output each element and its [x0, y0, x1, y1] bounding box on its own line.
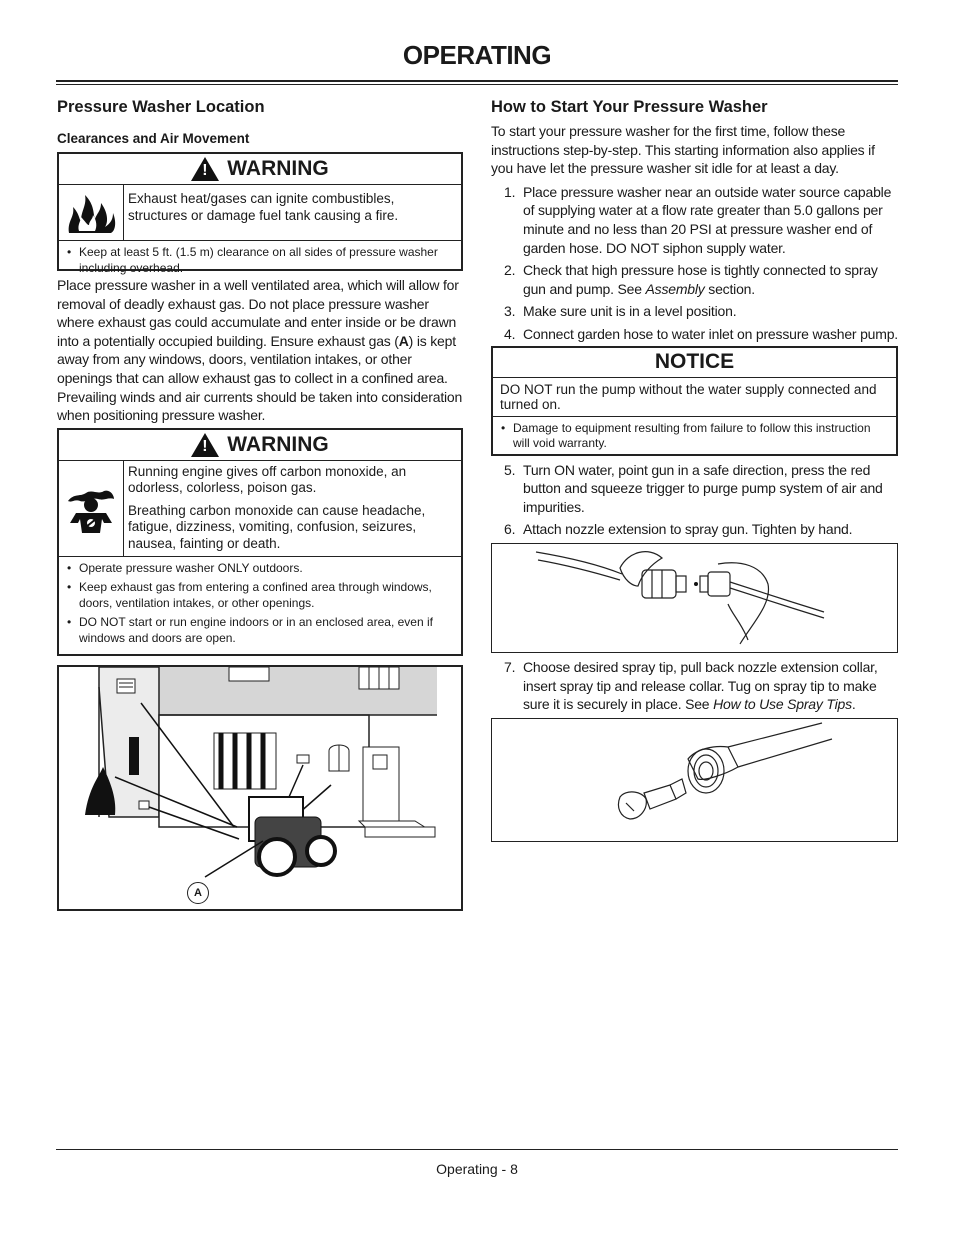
intro-paragraph: To start your pressure washer for the first time, follow these instructions step-by-step. This starting information also applies if you have let the pressure washer sit idle for at least a day.	[491, 123, 875, 177]
title-rule-top	[56, 80, 898, 82]
step-text: Place pressure washer near an outside water source capable of supplying water at a flow rate greater than 5.0 gallons per minute and no less than 20 PSI at pressure washer end of garden hose. DO NOT siphon supply water.	[523, 183, 892, 256]
warning-header	[59, 154, 461, 185]
step-text: Attach nozzle extension to spray gun. Tighten by hand.	[523, 521, 853, 538]
hazard-text: Running engine gives off carbon monoxide, an odorless, colorless, poison gas.	[128, 463, 407, 496]
step-text: Connect garden hose to water inlet on pressure washer pump.	[523, 325, 898, 342]
cross-reference: How to Use Spray Tips	[713, 696, 852, 713]
step-number: 2.	[504, 262, 516, 279]
warning-triangle-icon	[191, 157, 219, 181]
step-text: section.	[704, 280, 755, 297]
nozzle-extension-figure	[491, 543, 898, 653]
step-number: 7.	[504, 658, 516, 675]
start-steps-3	[491, 658, 898, 714]
notice-text: DO NOT run the pump without the water supply connected and turned on.	[493, 378, 896, 417]
start-steps-1	[491, 183, 898, 344]
warning-box-carbon-monoxide	[57, 428, 463, 656]
list-item: • Operate pressure washer ONLY outdoors.	[65, 561, 455, 577]
step-number: 1.	[504, 183, 516, 200]
warning-bullets	[59, 557, 461, 657]
step-number: 6.	[504, 521, 516, 538]
list-item	[491, 461, 898, 517]
list-item	[491, 261, 898, 298]
ventilation-paragraph	[57, 276, 463, 425]
list-item: • Keep at least 5 ft. (1.5 m) clearance on all sides of pressure washer including overhead.	[65, 245, 455, 276]
section-heading: Pressure Washer Location	[57, 98, 265, 116]
cross-reference: Assembly	[645, 280, 705, 297]
step-number: 5.	[504, 461, 516, 478]
list-item: • Keep exhaust gas from entering a confined area through windows, doors, ventilation intakes, or other openings.	[65, 580, 455, 611]
list-item	[491, 658, 898, 714]
list-item: • Damage to equipment resulting from failure to follow this instruction will void warranty.	[499, 421, 890, 452]
paragraph-text: Place pressure washer in a well ventilated area, which will allow for removal of deadly exhaust gas. Do not place pressure washer where exhaust gas could accumulate and enter inside or be drawn into a potentially occupied building. Ensure exhaust gas (	[57, 277, 459, 349]
step-text: .	[851, 696, 856, 713]
start-steps-2	[491, 461, 898, 539]
hazard-row	[59, 185, 461, 241]
warning-label: WARNING	[227, 157, 329, 180]
notice-header	[493, 348, 896, 378]
title-rule-bottom	[56, 84, 898, 85]
paragraph-text: ) is kept away from any windows, doors, ventilation intakes, or other openings that can allow exhaust gas to collect in a confined area. Prevailing winds and air currents should be taken into consideration when positioning pressure washer.	[57, 332, 463, 424]
list-item	[491, 302, 898, 321]
warning-label: WARNING	[227, 432, 329, 456]
page-footer: Operating - 8	[436, 1161, 518, 1177]
list-item: • DO NOT start or run engine indoors or in an enclosed area, even if windows and doors are open.	[65, 615, 455, 646]
step-text: Make sure unit is in a level position.	[523, 303, 737, 320]
exhaust-callout-a	[187, 882, 209, 904]
step-number: 4.	[504, 325, 516, 342]
callout-label: A	[194, 886, 202, 899]
fire-icon	[59, 185, 124, 240]
right-column	[491, 92, 898, 842]
hazard-text: Breathing carbon monoxide can cause headache, fatigue, dizziness, vomiting, confusion, seizures, nausea, fainting or death.	[128, 502, 426, 551]
step-text: Choose desired spray tip, pull back nozzle extension collar, insert spray tip and release collar. Tug on spray tip to make sure it is securely in place. See	[523, 658, 878, 713]
hazard-row	[59, 461, 461, 557]
spray-tip-illustration	[492, 719, 897, 841]
hazard-text: Exhaust heat/gases can ignite combustibles, structures or damage fuel tank causing a fire.	[128, 191, 399, 223]
step-text: Check that high pressure hose is tightly connected to spray gun and pump. See	[523, 262, 878, 297]
notice-bullets	[493, 417, 896, 462]
list-item	[491, 520, 898, 539]
section-heading: How to Start Your Pressure Washer	[491, 98, 768, 116]
notice-box	[491, 346, 898, 456]
hazard-text-group	[124, 461, 461, 556]
warning-triangle-icon	[191, 433, 219, 457]
house-clearance-figure	[57, 665, 463, 911]
step-text: Turn ON water, point gun in a safe direction, press the red button and squeeze trigger to purge pump system of air and impurities.	[523, 461, 883, 515]
step-number: 3.	[504, 303, 516, 320]
toxic-gas-icon	[59, 461, 124, 556]
house-illustration	[59, 667, 461, 909]
list-item	[491, 183, 898, 257]
nozzle-extension-illustration	[492, 544, 897, 652]
subsection-heading: Clearances and Air Movement	[57, 131, 250, 146]
left-column	[57, 92, 463, 911]
page-title: OPERATING	[402, 40, 552, 70]
spray-tip-figure	[491, 718, 898, 842]
warning-header	[59, 430, 461, 461]
notice-label: NOTICE	[654, 350, 735, 374]
reference-label: A	[398, 332, 409, 349]
list-item	[491, 325, 898, 344]
warning-box-fire	[57, 152, 463, 275]
footer-rule	[56, 1149, 898, 1150]
